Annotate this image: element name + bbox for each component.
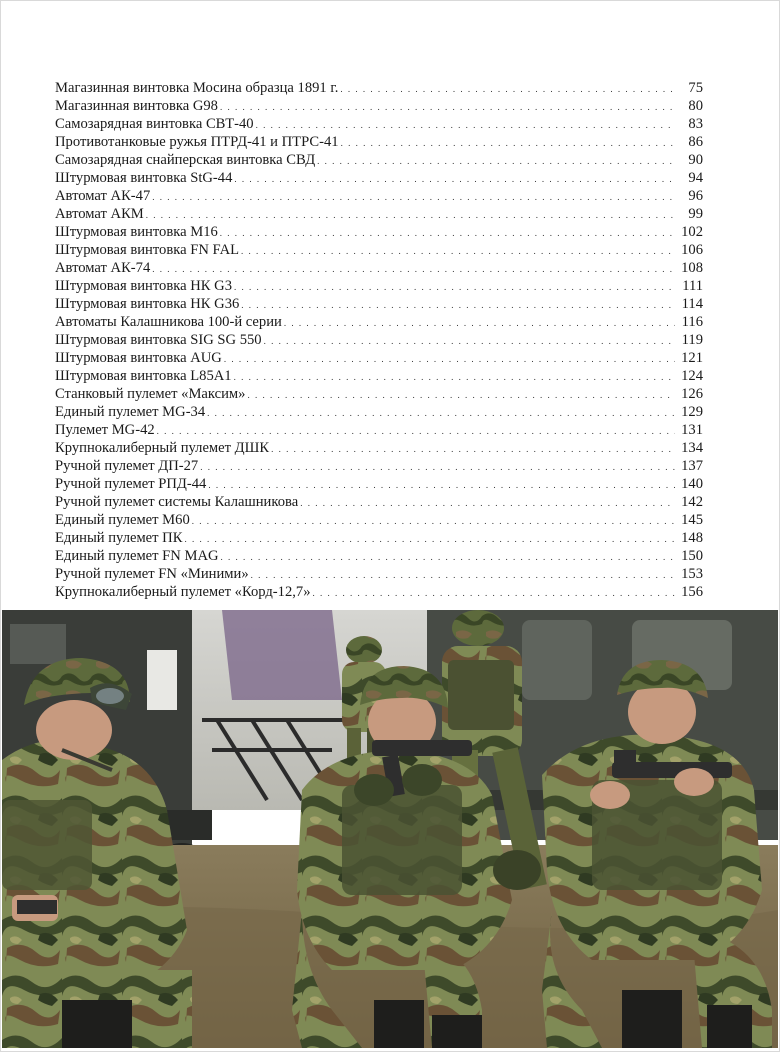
toc-entry-page: 137 [681,458,703,474]
toc-leader-dots [241,242,675,260]
toc-entry[interactable] [55,583,703,601]
toc-entry[interactable] [55,349,703,367]
toc-leader-dots [251,566,675,584]
toc-entry-page: 80 [688,98,703,114]
toc-entry-title: Единый пулемет FN MAG [55,548,219,564]
toc-entry[interactable] [55,403,703,421]
toc-entry[interactable] [55,457,703,475]
toc-entry-title: Автомат АКМ [55,206,144,222]
toc-entry-title: Самозарядная снайперская винтовка СВД [55,152,316,168]
toc-leader-dots [152,188,675,206]
toc-leader-dots [152,260,675,278]
toc-entry[interactable] [55,169,703,187]
toc-entry[interactable] [55,259,703,277]
toc-entry-page: 148 [681,530,703,546]
toc-entry-title: Противотанковые ружья ПТРД-41 и ПТРС-41 [55,134,339,150]
toc-entry[interactable] [55,97,703,115]
toc-entry[interactable] [55,511,703,529]
toc-entry-title: Штурмовая винтовка НК G3 [55,278,232,294]
toc-entry[interactable] [55,565,703,583]
cargo-net [222,610,342,700]
toc-entry-title: Магазинная винтовка G98 [55,98,218,114]
toc-entry-page: 108 [681,260,703,276]
toc-leader-dots [264,332,675,350]
toc-leader-dots [208,476,675,494]
toc-entry-page: 75 [688,80,703,96]
toc-entry-page: 121 [681,350,703,366]
toc-entry-title: Крупнокалиберный пулемет «Корд-12,7» [55,584,311,600]
toc-leader-dots [313,584,676,602]
toc-entry-title: Пулемет MG-42 [55,422,155,438]
toc-leader-dots [234,170,675,188]
toc-entry-page: 90 [688,152,703,168]
toc-entry-title: Штурмовая винтовка SIG SG 550 [55,332,262,348]
toc-entry-title: Ручной пулемет ДП-27 [55,458,199,474]
toc-entry[interactable] [55,205,703,223]
toc-leader-dots [200,458,675,476]
toc-entry[interactable] [55,493,703,511]
toc-leader-dots [234,278,675,296]
toc-entry-title: Штурмовая винтовка M16 [55,224,218,240]
toc-entry[interactable] [55,277,703,295]
toc-leader-dots [157,422,675,440]
toc-entry[interactable] [55,241,703,259]
toc-leader-dots [241,296,675,314]
toc-entry-title: Ручной пулемет РПД-44 [55,476,207,492]
toc-entry-title: Штурмовая винтовка AUG [55,350,222,366]
toc-entry[interactable] [55,115,703,133]
toc-leader-dots [220,98,675,116]
toc-entry[interactable] [55,529,703,547]
toc-entry[interactable] [55,133,703,151]
toc-leader-dots [220,224,675,242]
toc-entry-title: Единый пулемет MG-34 [55,404,206,420]
toc-entry-title: Автомат АК-74 [55,260,151,276]
toc-entry-title: Штурмовая винтовка НК G36 [55,296,240,312]
toc-leader-dots [192,512,675,530]
toc-entry-page: 111 [682,278,703,294]
toc-entry-page: 145 [681,512,703,528]
toc-entry[interactable] [55,547,703,565]
toc-entry-page: 126 [681,386,703,402]
toc-entry[interactable] [55,439,703,457]
toc-entry-title: Магазинная винтовка Мосина образца 1891 г. [55,80,339,96]
toc-entry-page: 96 [688,188,703,204]
toc-entry-title: Штурмовая винтовка StG-44 [55,170,233,186]
toc-entry[interactable] [55,421,703,439]
toc-entry-page: 124 [681,368,703,384]
toc-entry[interactable] [55,313,703,331]
toc-entry[interactable] [55,79,703,97]
toc-entry[interactable] [55,295,703,313]
toc-entry-page: 102 [681,224,703,240]
soldiers-photo [2,610,778,1048]
toc-entry[interactable] [55,367,703,385]
toc-entry-page: 142 [681,494,703,510]
toc-entry-page: 83 [688,116,703,132]
toc-leader-dots [207,404,675,422]
toc-entry-page: 116 [681,314,703,330]
toc-entry-page: 131 [681,422,703,438]
toc-leader-dots [284,314,675,332]
toc-leader-dots [256,116,675,134]
toc-entry[interactable] [55,223,703,241]
toc-leader-dots [234,368,675,386]
toc-leader-dots [300,494,675,512]
toc-entry-page: 119 [681,332,703,348]
toc-entry[interactable] [55,151,703,169]
toc-entry[interactable] [55,331,703,349]
toc-entry[interactable] [55,475,703,493]
toc-entry-page: 99 [688,206,703,222]
toc-entry-title: Автомат АК-47 [55,188,151,204]
toc-leader-dots [221,548,675,566]
toc-entry-title: Станковый пулемет «Максим» [55,386,246,402]
toc-entry[interactable] [55,187,703,205]
toc-entry-title: Крупнокалиберный пулемет ДШК [55,440,270,456]
toc-leader-dots [340,80,675,98]
toc-entry-title: Ручной пулемет системы Калашникова [55,494,299,510]
toc-leader-dots [224,350,675,368]
toc-leader-dots [341,134,675,152]
toc-entry-page: 114 [681,296,703,312]
toc-entry-title: Штурмовая винтовка FN FAL [55,242,240,258]
toc-entry-page: 106 [681,242,703,258]
toc-entry-title: Единый пулемет M60 [55,512,190,528]
toc-entry-page: 140 [681,476,703,492]
toc-entry-title: Единый пулемет ПК [55,530,183,546]
toc-entry[interactable] [55,385,703,403]
toc-entry-page: 134 [681,440,703,456]
toc-entry-page: 94 [688,170,703,186]
table-of-contents [55,79,703,601]
toc-entry-page: 153 [681,566,703,582]
toc-leader-dots [184,530,675,548]
toc-entry-page: 156 [681,584,703,600]
toc-entry-page: 129 [681,404,703,420]
toc-entry-page: 150 [681,548,703,564]
toc-entry-page: 86 [688,134,703,150]
toc-leader-dots [146,206,675,224]
toc-leader-dots [247,386,675,404]
toc-entry-title: Самозарядная винтовка СВТ-40 [55,116,254,132]
toc-entry-title: Ручной пулемет FN «Миними» [55,566,249,582]
toc-entry-title: Автоматы Калашникова 100-й серии [55,314,282,330]
toc-leader-dots [271,440,675,458]
toc-entry-title: Штурмовая винтовка L85A1 [55,368,232,384]
toc-leader-dots [317,152,675,170]
